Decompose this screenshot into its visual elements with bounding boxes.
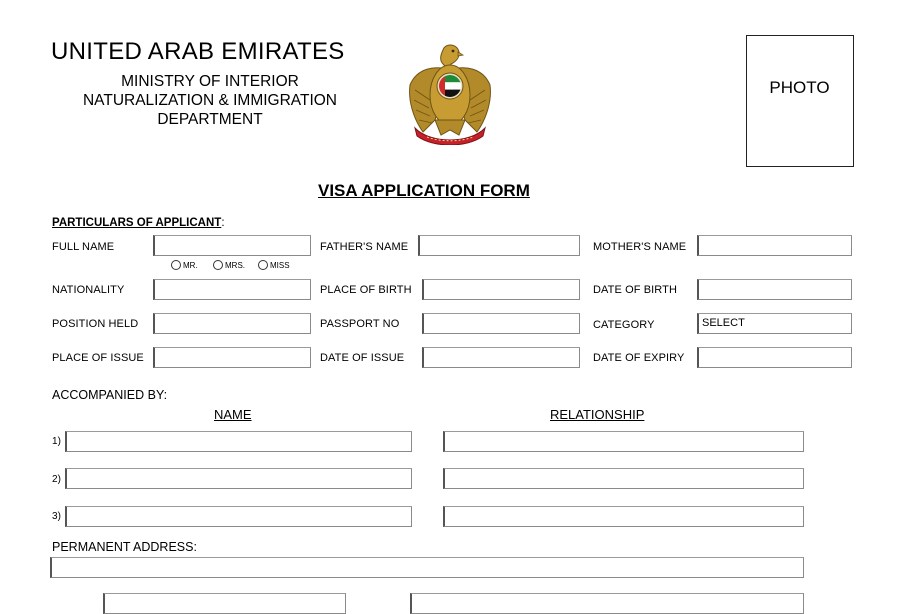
section-applicant: [52, 213, 225, 231]
category-select[interactable]: [697, 313, 852, 334]
accompanied-name-1-input[interactable]: [65, 431, 412, 452]
date-of-expiry-input[interactable]: [697, 347, 852, 368]
accompanied-relationship-3-input[interactable]: [443, 506, 804, 527]
title-mr-label: MR.: [183, 261, 198, 270]
passport-no-label: PASSPORT NO: [320, 318, 400, 330]
accompanied-row-3-number: 3): [52, 511, 62, 522]
relationship-column-header: RELATIONSHIP: [550, 407, 645, 422]
full-name-label: FULL NAME: [52, 241, 115, 253]
category-label: CATEGORY: [593, 319, 655, 331]
permanent-address-label: PERMANENT ADDRESS:: [52, 540, 197, 554]
address-extra-input-2[interactable]: [410, 593, 804, 614]
place-of-issue-label: PLACE OF ISSUE: [52, 352, 144, 364]
permanent-address-input[interactable]: [50, 557, 804, 578]
accompanied-name-3-input[interactable]: [65, 506, 412, 527]
ministry-line-1: MINISTRY OF INTERIOR: [121, 73, 299, 90]
accompanied-row-1-number: 1): [52, 436, 62, 447]
photo-box[interactable]: [746, 35, 854, 167]
place-of-issue-input[interactable]: [153, 347, 311, 368]
title-mrs-radio[interactable]: [213, 260, 223, 270]
ministry-line-3: DEPARTMENT: [157, 111, 263, 128]
position-held-input[interactable]: [153, 313, 311, 334]
accompanied-name-2-input[interactable]: [65, 468, 412, 489]
date-of-issue-input[interactable]: [422, 347, 580, 368]
date-of-birth-label: DATE OF BIRTH: [593, 284, 678, 296]
accompanied-relationship-2-input[interactable]: [443, 468, 804, 489]
title-miss-radio[interactable]: [258, 260, 268, 270]
title-mr-radio[interactable]: [171, 260, 181, 270]
ministry-block: [52, 72, 368, 129]
country-title: UNITED ARAB EMIRATES: [51, 38, 345, 65]
fathers-name-input[interactable]: [418, 235, 580, 256]
full-name-input[interactable]: [153, 235, 311, 256]
nationality-input[interactable]: [153, 279, 311, 300]
title-mrs-label: MRS.: [225, 261, 245, 270]
place-of-birth-label: PLACE OF BIRTH: [320, 284, 412, 296]
nationality-label: NATIONALITY: [52, 284, 125, 296]
category-select-value: SELECT: [702, 317, 745, 329]
photo-label: PHOTO: [769, 78, 830, 97]
date-of-issue-label: DATE OF ISSUE: [320, 352, 405, 364]
fathers-name-label: FATHER'S NAME: [320, 241, 409, 253]
uae-eagle-emblem-icon: [405, 40, 495, 145]
mothers-name-input[interactable]: [697, 235, 852, 256]
mothers-name-label: MOTHER'S NAME: [593, 241, 687, 253]
section-colon: :: [221, 217, 225, 229]
accompanied-label: ACCOMPANIED BY:: [52, 388, 168, 402]
title-miss-label: MISS: [270, 261, 290, 270]
place-of-birth-input[interactable]: [422, 279, 580, 300]
section-applicant-label: PARTICULARS OF APPLICANT: [52, 217, 222, 229]
date-of-expiry-label: DATE OF EXPIRY: [593, 352, 685, 364]
address-extra-input-1[interactable]: [103, 593, 346, 614]
passport-no-input[interactable]: [422, 313, 580, 334]
position-held-label: POSITION HELD: [52, 318, 139, 330]
date-of-birth-input[interactable]: [697, 279, 852, 300]
form-title: VISA APPLICATION FORM: [318, 181, 530, 200]
accompanied-row-2-number: 2): [52, 474, 62, 485]
name-column-header: NAME: [214, 407, 252, 422]
accompanied-relationship-1-input[interactable]: [443, 431, 804, 452]
ministry-line-2: NATURALIZATION & IMMIGRATION: [82, 92, 338, 109]
